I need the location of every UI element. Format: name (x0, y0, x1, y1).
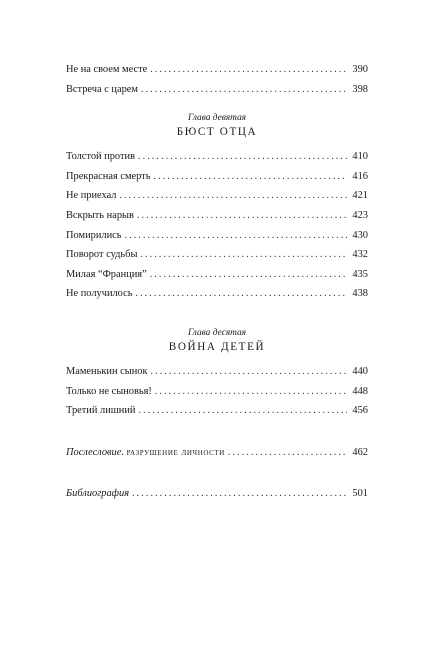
toc-entry-title: Только не сыновья! (66, 385, 152, 397)
toc-entry-title: Милая “Франция” (66, 268, 147, 280)
dot-leader (136, 284, 348, 304)
toc-entry-page: 456 (352, 405, 368, 417)
toc-entry (66, 401, 368, 421)
chapter-label: Глава девятая (187, 113, 246, 124)
dot-leader (138, 401, 347, 421)
toc-entry-bibliography (66, 484, 368, 504)
toc-entry (66, 245, 368, 265)
toc-entry (66, 265, 368, 285)
toc-entry-title: Встреча с царем (66, 83, 138, 95)
dot-leader (153, 167, 347, 187)
dot-leader (228, 443, 347, 463)
dot-leader (141, 80, 347, 100)
toc-entry-title: Толстой против (66, 151, 135, 163)
toc-entry-title: Поворот судьбы (66, 249, 138, 261)
chapter-title: БЮСТ ОТЦА (176, 126, 258, 139)
toc-entry-title: Помирились (66, 229, 122, 241)
dot-leader (155, 382, 347, 402)
toc-entry (66, 60, 368, 80)
toc-entry (66, 284, 368, 304)
toc-entry-page: 430 (352, 229, 368, 241)
toc-entry-title: Третий лишний (66, 405, 136, 417)
toc-entry (66, 382, 368, 402)
toc-entry-title: Не приехал (66, 190, 117, 202)
toc-entry-page: 501 (352, 488, 368, 500)
toc-entry-title: Прекрасная смерть (66, 170, 151, 182)
table-of-contents (66, 60, 368, 504)
toc-entry-page: 462 (352, 446, 368, 458)
toc-entry-page: 398 (352, 83, 368, 95)
toc-entry-title (66, 484, 129, 504)
chapter-title: ВОЙНА ДЕТЕЙ (168, 340, 266, 353)
dot-leader (151, 362, 347, 382)
toc-entry-title: Маменькин сынок (66, 365, 148, 377)
afterword-label: Послесловие. (66, 446, 124, 458)
toc-entry-title: Не на своем месте (66, 64, 148, 75)
toc-entry-page: 438 (352, 288, 368, 300)
toc-entry-page: 432 (352, 249, 368, 261)
afterword-title: разрушение личности (126, 446, 225, 458)
toc-entry-title (66, 443, 225, 463)
toc-entry-page: 421 (352, 190, 368, 202)
toc-entry-afterword (66, 443, 368, 463)
toc-entry (66, 167, 368, 187)
toc-entry-title: Вскрыть нарыв (66, 209, 134, 221)
toc-entry (66, 226, 368, 246)
toc-entry-page: 410 (352, 151, 368, 163)
dot-leader (140, 245, 347, 265)
toc-entry-page: 390 (352, 64, 368, 75)
toc-entry-page: 423 (352, 209, 368, 221)
dot-leader (137, 206, 347, 226)
toc-entry-page: 440 (352, 365, 368, 377)
toc-entry (66, 362, 368, 382)
toc-entry-page: 448 (352, 385, 368, 397)
toc-entry (66, 147, 368, 167)
toc-entry (66, 80, 368, 100)
dot-leader (150, 265, 347, 285)
dot-leader (150, 60, 347, 80)
dot-leader (132, 484, 347, 504)
toc-entry-page: 435 (352, 268, 368, 280)
dot-leader (138, 147, 347, 167)
toc-entry (66, 206, 368, 226)
dot-leader (119, 186, 347, 206)
toc-entry-title: Не получилось (66, 288, 133, 300)
toc-entry (66, 186, 368, 206)
dot-leader (125, 226, 348, 246)
toc-entry-page: 416 (352, 170, 368, 182)
chapter-label: Глава десятая (187, 327, 247, 338)
bibliography-title: Библиография (66, 488, 130, 500)
